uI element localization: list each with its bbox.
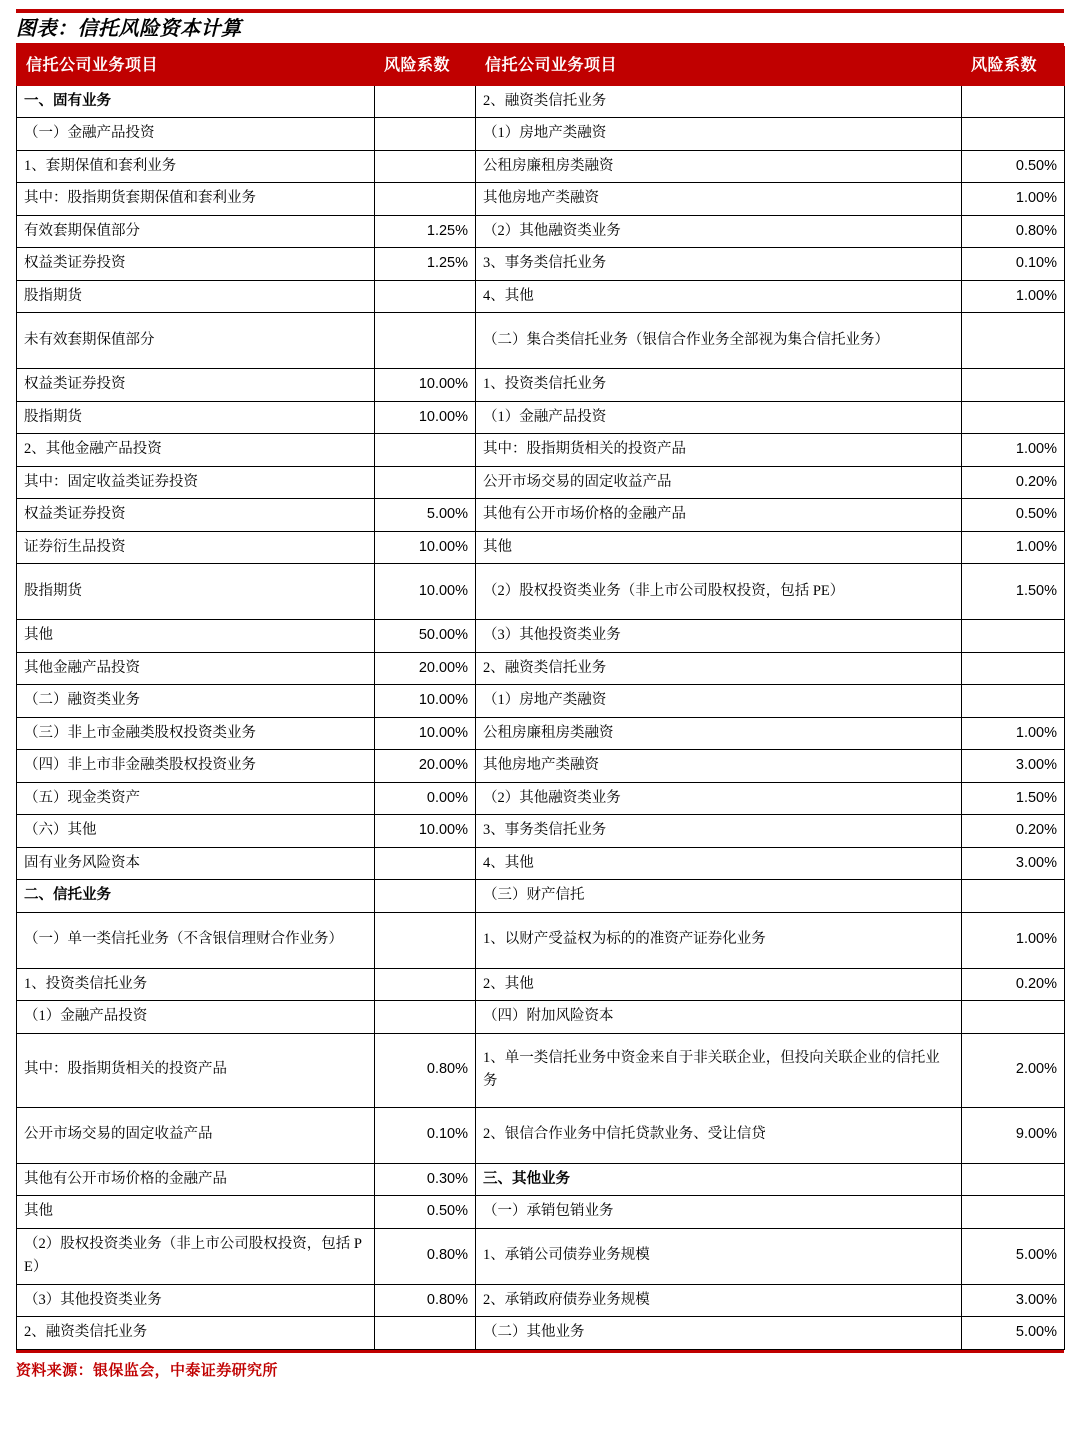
cell-coefficient-left: 0.50% (375, 1196, 476, 1228)
table-body (17, 86, 1065, 1350)
cell-coefficient-right: 1.00% (962, 434, 1065, 466)
cell-item-right: （四）附加风险资本 (476, 1001, 962, 1033)
table-row (17, 1163, 1065, 1195)
table-row (17, 1317, 1065, 1349)
cell-item-right: （1）房地产类融资 (476, 685, 962, 717)
cell-item-left: 其他 (17, 620, 375, 652)
title-row (16, 13, 1064, 43)
table-row (17, 183, 1065, 215)
cell-coefficient-left: 0.30% (375, 1163, 476, 1195)
cell-item-left: （1）金融产品投资 (17, 1001, 375, 1033)
cell-coefficient-right: 0.20% (962, 968, 1065, 1000)
cell-item-left: （一）单一类信托业务（不含银信理财合作业务） (17, 912, 375, 968)
cell-coefficient-left: 50.00% (375, 620, 476, 652)
cell-coefficient-right: 1.00% (962, 531, 1065, 563)
cell-coefficient-left (375, 1001, 476, 1033)
cell-coefficient-left: 20.00% (375, 750, 476, 782)
cell-item-right: （1）金融产品投资 (476, 401, 962, 433)
cell-coefficient-right: 9.00% (962, 1107, 1065, 1163)
table-row (17, 215, 1065, 247)
cell-coefficient-right (962, 313, 1065, 369)
cell-coefficient-left (375, 150, 476, 182)
cell-item-right: 2、银信合作业务中信托贷款业务、受让信贷 (476, 1107, 962, 1163)
cell-item-right: （1）房地产类融资 (476, 118, 962, 150)
cell-item-left: 权益类证券投资 (17, 499, 375, 531)
cell-coefficient-left (375, 183, 476, 215)
cell-coefficient-right (962, 620, 1065, 652)
cell-coefficient-left: 10.00% (375, 717, 476, 749)
cell-item-right: （三）财产信托 (476, 880, 962, 912)
cell-item-left: （二）融资类业务 (17, 685, 375, 717)
table-row (17, 1107, 1065, 1163)
cell-item-left: （2）股权投资类业务（非上市公司股权投资，包括 PE） (17, 1228, 375, 1284)
cell-coefficient-right (962, 1001, 1065, 1033)
cell-coefficient-left: 10.00% (375, 369, 476, 401)
cell-item-left: 证券衍生品投资 (17, 531, 375, 563)
table-row (17, 369, 1065, 401)
cell-coefficient-right: 5.00% (962, 1317, 1065, 1349)
table-row (17, 968, 1065, 1000)
table-row (17, 750, 1065, 782)
table-row (17, 1196, 1065, 1228)
cell-coefficient-left: 5.00% (375, 499, 476, 531)
table-row (17, 150, 1065, 182)
cell-coefficient-left: 0.80% (375, 1284, 476, 1316)
cell-coefficient-right (962, 1163, 1065, 1195)
cell-item-right: 其中：股指期货相关的投资产品 (476, 434, 962, 466)
cell-item-left: 2、其他金融产品投资 (17, 434, 375, 466)
cell-item-left: 1、套期保值和套利业务 (17, 150, 375, 182)
cell-item-left: 二、信托业务 (17, 880, 375, 912)
cell-item-left: 有效套期保值部分 (17, 215, 375, 247)
cell-coefficient-left: 10.00% (375, 531, 476, 563)
column-header-coef-right: 风险系数 (962, 47, 1065, 86)
risk-capital-table (16, 46, 1065, 1350)
cell-coefficient-right: 1.00% (962, 912, 1065, 968)
cell-coefficient-left: 10.00% (375, 401, 476, 433)
cell-coefficient-right: 1.00% (962, 717, 1065, 749)
cell-item-right: 2、融资类信托业务 (476, 86, 962, 118)
cell-coefficient-right (962, 685, 1065, 717)
cell-coefficient-right (962, 401, 1065, 433)
cell-coefficient-right (962, 652, 1065, 684)
table-row (17, 652, 1065, 684)
cell-coefficient-left (375, 118, 476, 150)
cell-coefficient-left (375, 434, 476, 466)
cell-coefficient-right: 0.20% (962, 466, 1065, 498)
cell-item-right: 公租房廉租房类融资 (476, 150, 962, 182)
cell-item-left: 其他金融产品投资 (17, 652, 375, 684)
cell-item-right: 1、承销公司债券业务规模 (476, 1228, 962, 1284)
table-row (17, 280, 1065, 312)
cell-item-right: 其他 (476, 531, 962, 563)
cell-coefficient-right: 1.50% (962, 564, 1065, 620)
cell-item-right: 4、其他 (476, 847, 962, 879)
table-header (17, 47, 1065, 86)
cell-item-right: 2、其他 (476, 968, 962, 1000)
table-row (17, 434, 1065, 466)
cell-item-right: 3、事务类信托业务 (476, 248, 962, 280)
column-header-coef-left: 风险系数 (375, 47, 476, 86)
cell-item-right: （2）其他融资类业务 (476, 215, 962, 247)
cell-item-left: 股指期货 (17, 401, 375, 433)
cell-item-right: 公开市场交易的固定收益产品 (476, 466, 962, 498)
cell-item-left: （四）非上市非金融类股权投资业务 (17, 750, 375, 782)
table-row (17, 313, 1065, 369)
cell-item-right: 其他有公开市场价格的金融产品 (476, 499, 962, 531)
cell-coefficient-right: 1.50% (962, 782, 1065, 814)
cell-coefficient-right (962, 86, 1065, 118)
cell-item-left: 其他有公开市场价格的金融产品 (17, 1163, 375, 1195)
table-row (17, 1001, 1065, 1033)
cell-item-right: 3、事务类信托业务 (476, 815, 962, 847)
cell-coefficient-right (962, 369, 1065, 401)
cell-item-right: 2、融资类信托业务 (476, 652, 962, 684)
cell-item-right: 1、单一类信托业务中资金来自于非关联企业，但投向关联企业的信托业务 (476, 1033, 962, 1107)
table-row (17, 499, 1065, 531)
cell-item-left: 固有业务风险资本 (17, 847, 375, 879)
cell-item-right: （二）集合类信托业务（银信合作业务全部视为集合信托业务） (476, 313, 962, 369)
cell-coefficient-left: 10.00% (375, 564, 476, 620)
cell-coefficient-right: 0.50% (962, 499, 1065, 531)
table-row (17, 815, 1065, 847)
cell-item-left: （六）其他 (17, 815, 375, 847)
figure-container (0, 9, 1080, 1450)
column-header-item-right: 信托公司业务项目 (476, 47, 962, 86)
cell-item-left: 未有效套期保值部分 (17, 313, 375, 369)
table-row (17, 118, 1065, 150)
table-row (17, 1284, 1065, 1316)
cell-item-right: 三、其他业务 (476, 1163, 962, 1195)
cell-item-right: （一）承销包销业务 (476, 1196, 962, 1228)
table-row (17, 1033, 1065, 1107)
cell-coefficient-left (375, 313, 476, 369)
cell-coefficient-right: 0.10% (962, 248, 1065, 280)
cell-item-left: （三）非上市金融类股权投资类业务 (17, 717, 375, 749)
cell-item-right: （二）其他业务 (476, 1317, 962, 1349)
cell-item-right: （3）其他投资类业务 (476, 620, 962, 652)
table-row (17, 782, 1065, 814)
cell-coefficient-left (375, 86, 476, 118)
cell-coefficient-right (962, 118, 1065, 150)
cell-coefficient-right: 0.50% (962, 150, 1065, 182)
table-row (17, 564, 1065, 620)
cell-coefficient-left: 10.00% (375, 685, 476, 717)
table-row (17, 620, 1065, 652)
cell-coefficient-left (375, 880, 476, 912)
cell-coefficient-left: 0.80% (375, 1228, 476, 1284)
table-row (17, 685, 1065, 717)
source-note: 资料来源：银保监会，中泰证券研究所 (16, 1362, 278, 1379)
cell-coefficient-left (375, 968, 476, 1000)
cell-item-left: 1、投资类信托业务 (17, 968, 375, 1000)
cell-coefficient-left (375, 1317, 476, 1349)
cell-coefficient-left (375, 847, 476, 879)
cell-coefficient-left: 0.10% (375, 1107, 476, 1163)
cell-coefficient-right: 0.80% (962, 215, 1065, 247)
cell-coefficient-right (962, 1196, 1065, 1228)
table-row (17, 1228, 1065, 1284)
table-row (17, 912, 1065, 968)
cell-coefficient-right: 3.00% (962, 847, 1065, 879)
cell-item-left: 其中：固定收益类证券投资 (17, 466, 375, 498)
cell-item-left: 股指期货 (17, 280, 375, 312)
cell-item-left: 公开市场交易的固定收益产品 (17, 1107, 375, 1163)
cell-item-left: 其中：股指期货相关的投资产品 (17, 1033, 375, 1107)
table-row (17, 531, 1065, 563)
cell-item-right: （2）股权投资类业务（非上市公司股权投资，包括 PE） (476, 564, 962, 620)
table-row (17, 847, 1065, 879)
cell-item-right: 2、承销政府债券业务规模 (476, 1284, 962, 1316)
cell-coefficient-right: 2.00% (962, 1033, 1065, 1107)
cell-item-left: 其他 (17, 1196, 375, 1228)
cell-item-right: 其他房地产类融资 (476, 750, 962, 782)
cell-coefficient-left (375, 280, 476, 312)
cell-item-left: 股指期货 (17, 564, 375, 620)
table-row (17, 86, 1065, 118)
cell-coefficient-left: 20.00% (375, 652, 476, 684)
table-row (17, 880, 1065, 912)
cell-item-right: （2）其他融资类业务 (476, 782, 962, 814)
cell-coefficient-right: 1.00% (962, 183, 1065, 215)
cell-item-left: （五）现金类资产 (17, 782, 375, 814)
cell-coefficient-right: 1.00% (962, 280, 1065, 312)
table-row (17, 466, 1065, 498)
cell-item-right: 其他房地产类融资 (476, 183, 962, 215)
cell-item-right: 公租房廉租房类融资 (476, 717, 962, 749)
cell-coefficient-left: 1.25% (375, 248, 476, 280)
cell-item-right: 4、其他 (476, 280, 962, 312)
table-row (17, 717, 1065, 749)
cell-coefficient-left: 0.80% (375, 1033, 476, 1107)
cell-item-left: （一）金融产品投资 (17, 118, 375, 150)
cell-item-right: 1、投资类信托业务 (476, 369, 962, 401)
cell-item-left: 权益类证券投资 (17, 248, 375, 280)
cell-item-left: 其中：股指期货套期保值和套利业务 (17, 183, 375, 215)
cell-item-left: 2、融资类信托业务 (17, 1317, 375, 1349)
cell-item-left: 权益类证券投资 (17, 369, 375, 401)
cell-coefficient-right: 5.00% (962, 1228, 1065, 1284)
cell-coefficient-right: 3.00% (962, 1284, 1065, 1316)
cell-coefficient-right: 0.20% (962, 815, 1065, 847)
table-row (17, 248, 1065, 280)
cell-item-right: 1、以财产受益权为标的的准资产证券化业务 (476, 912, 962, 968)
cell-coefficient-left (375, 466, 476, 498)
cell-coefficient-left: 1.25% (375, 215, 476, 247)
cell-coefficient-left: 10.00% (375, 815, 476, 847)
cell-coefficient-right: 3.00% (962, 750, 1065, 782)
column-header-item-left: 信托公司业务项目 (17, 47, 375, 86)
figure-title: 图表：信托风险资本计算 (16, 18, 242, 40)
cell-item-left: （3）其他投资类业务 (17, 1284, 375, 1316)
table-row (17, 401, 1065, 433)
cell-coefficient-left (375, 912, 476, 968)
header-row (17, 47, 1065, 86)
cell-coefficient-left: 0.00% (375, 782, 476, 814)
cell-coefficient-right (962, 880, 1065, 912)
cell-item-left: 一、固有业务 (17, 86, 375, 118)
